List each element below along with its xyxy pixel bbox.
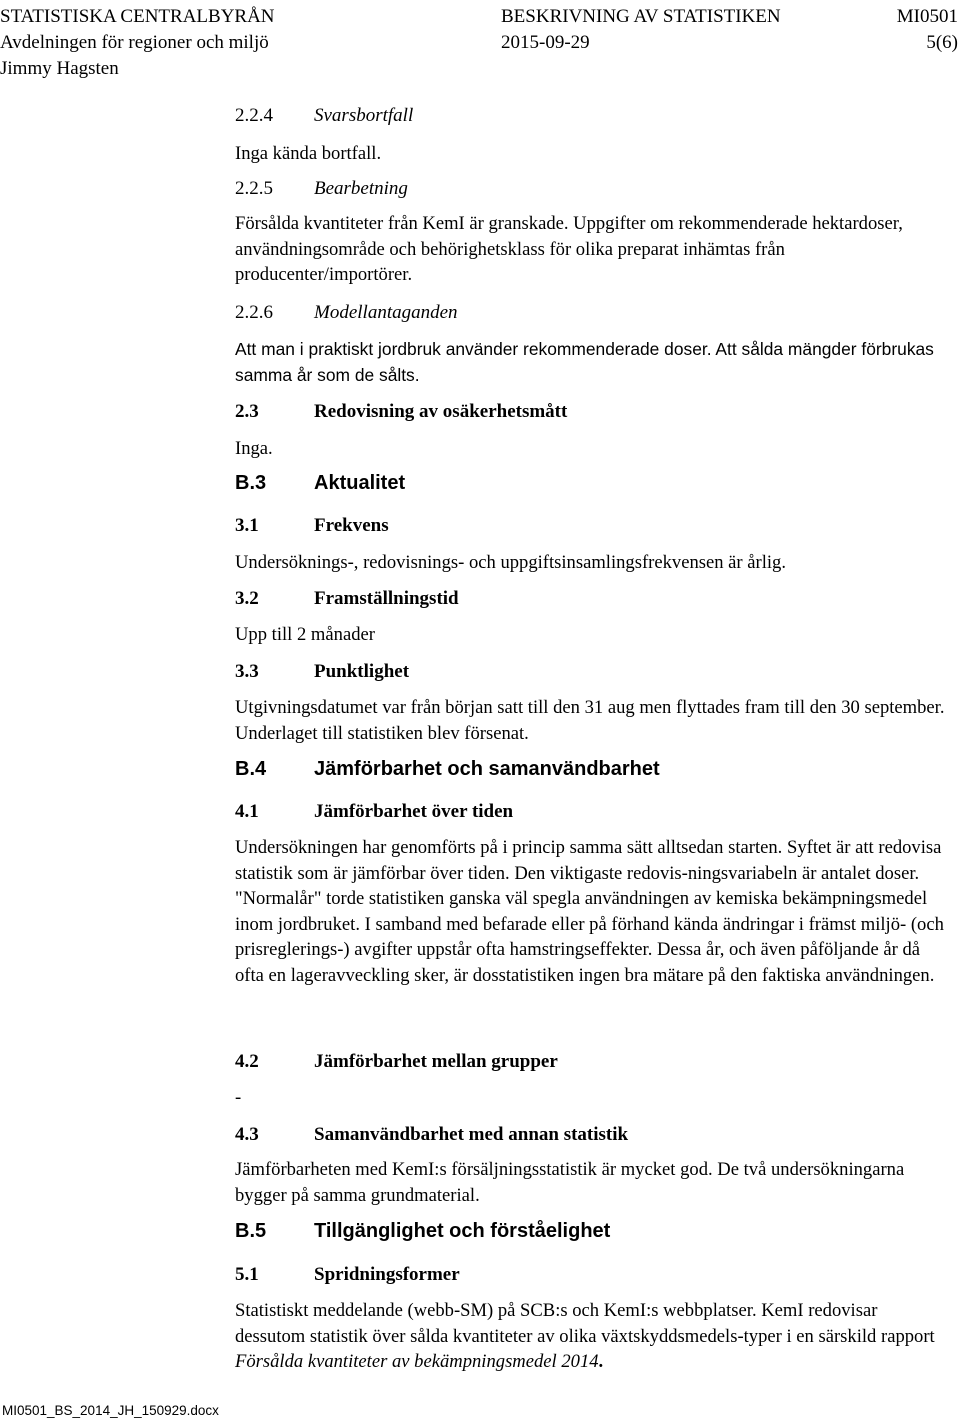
section-number: 5.1 (235, 1264, 259, 1285)
paragraph-svarsbortfall: Inga kända bortfall. (235, 143, 382, 164)
section-number: B.3 (235, 472, 267, 494)
section-title: Redovisning av osäkerhetsmått (314, 401, 568, 422)
section-title: Jämförbarhet över tiden (314, 801, 514, 822)
section-number: 2.2.6 (235, 302, 273, 323)
footer-filename: MI0501_BS_2014_JH_150929.docx (2, 1403, 219, 1418)
section-number: 2.2.4 (235, 105, 273, 126)
header-date: 2015-09-29 (501, 32, 590, 53)
section-title: Punktlighet (314, 661, 410, 682)
paragraph-jamforbarhet-mellan-grupper: - (235, 1087, 242, 1108)
paragraph-osakerhetsmatt: Inga. (235, 438, 273, 459)
heading-b4 (235, 757, 950, 782)
paragraph-punktlighet: Utgivningsdatumet var från början satt till den 31 aug men flyttades fram till den 30 september. Underlaget till statistiken blev försenat. (235, 697, 945, 744)
heading-5-1 (235, 1262, 950, 1287)
header-org: STATISTISKA CENTRALBYRÅN (0, 6, 275, 27)
section-title: Svarsbortfall (314, 105, 414, 126)
section-number: 2.3 (235, 401, 259, 422)
heading-2-2-4 (235, 103, 950, 128)
section-number: B.4 (235, 758, 267, 780)
section-title: Framställningstid (314, 588, 459, 609)
header-code: MI0501 (896, 6, 958, 27)
heading-b5 (235, 1219, 950, 1244)
paragraph-jamforbarhet-over-tiden: Undersökningen har genomförts på i princip samma sätt alltsedan starten. Syftet är att redovisa statistik som är jämförbar över tiden. Den viktigaste redovis-ningsvariabeln är antalet doser. "Normalår" torde statistiken ganska väl spegla användningen av kemiska bekämpningsmedel inom jordbruket. I samband med befarade eller på förhand kända ändringar i främst miljö- (och prisreglerings-) avgifter uppstår ofta hamstringseffekter. Dessa år, och även påföljande år då ofta en lageravveckling sker, är dosstatistiken ingen bra mätare på den faktiska användningen. (235, 837, 944, 986)
header-author: Jimmy Hagsten (0, 58, 119, 79)
heading-3-3 (235, 659, 950, 684)
section-title: Samanvändbarhet med annan statistik (314, 1124, 629, 1145)
section-number: 4.2 (235, 1051, 259, 1072)
section-number: 2.2.5 (235, 178, 273, 199)
section-number: 3.2 (235, 588, 259, 609)
page-header (0, 4, 960, 82)
section-title: Frekvens (314, 515, 389, 536)
section-title: Spridningsformer (314, 1264, 460, 1285)
section-number: 3.3 (235, 661, 259, 682)
paragraph-modellantaganden: Att man i praktiskt jordbruk använder rekommenderade doser. Att sålda mängder förbrukas samma år som de sålts. (235, 339, 934, 385)
heading-2-2-5 (235, 176, 950, 201)
header-line-3 (0, 56, 960, 82)
section-number: 3.1 (235, 515, 259, 536)
paragraph-framstallningstid: Upp till 2 månader (235, 624, 375, 645)
paragraph-frekvens: Undersöknings-, redovisnings- och uppgiftsinsamlingsfrekvensen är årlig. (235, 552, 786, 573)
heading-b3 (235, 471, 950, 496)
heading-4-2 (235, 1049, 950, 1074)
header-doc-type: BESKRIVNING AV STATISTIKEN (501, 6, 781, 27)
section-title: Jämförbarhet och samanvändbarhet (314, 758, 660, 780)
paragraph-samanvandbarhet: Jämförbarheten med KemI:s försäljningsstatistik är mycket god. De två undersökningarna bygger på samma grundmaterial. (235, 1159, 905, 1206)
section-title: Bearbetning (314, 178, 408, 199)
header-page-number: 5(6) (926, 32, 958, 53)
header-department: Avdelningen för regioner och miljö (0, 32, 269, 53)
heading-4-3 (235, 1122, 950, 1147)
section-title: Tillgänglighet och förståelighet (314, 1220, 611, 1242)
heading-4-1 (235, 799, 950, 824)
section-title: Jämförbarhet mellan grupper (314, 1051, 558, 1072)
report-title: Försålda kvantiteter av bekämpningsmedel 2014 (235, 1351, 599, 1373)
section-title: Aktualitet (314, 472, 406, 494)
header-line-1 (0, 4, 960, 30)
section-number: B.5 (235, 1220, 267, 1242)
heading-2-2-6 (235, 300, 950, 325)
section-title: Modellantaganden (314, 302, 458, 323)
paragraph-bearbetning: Försålda kvantiteter från KemI är granskade. Uppgifter om rekommenderade hektardoser, användningsområde och behörighetsklass för olika preparat inhämtas från producenter/importörer. (235, 213, 903, 286)
paragraph-spridningsformer: Statistiskt meddelande (webb-SM) på SCB:s och KemI:s webbplatser. KemI redovisar dessutom statistik över sålda kvantiteter av olika växtskyddsmedels-typer i en särskild rapport Försålda kvantiteter av bekämpningsmedel 2014. (235, 1300, 935, 1373)
section-number: 4.3 (235, 1124, 259, 1145)
section-number: 4.1 (235, 801, 259, 822)
heading-3-2 (235, 586, 950, 611)
heading-3-1 (235, 513, 950, 538)
heading-2-3 (235, 399, 950, 424)
header-line-2 (0, 30, 960, 56)
